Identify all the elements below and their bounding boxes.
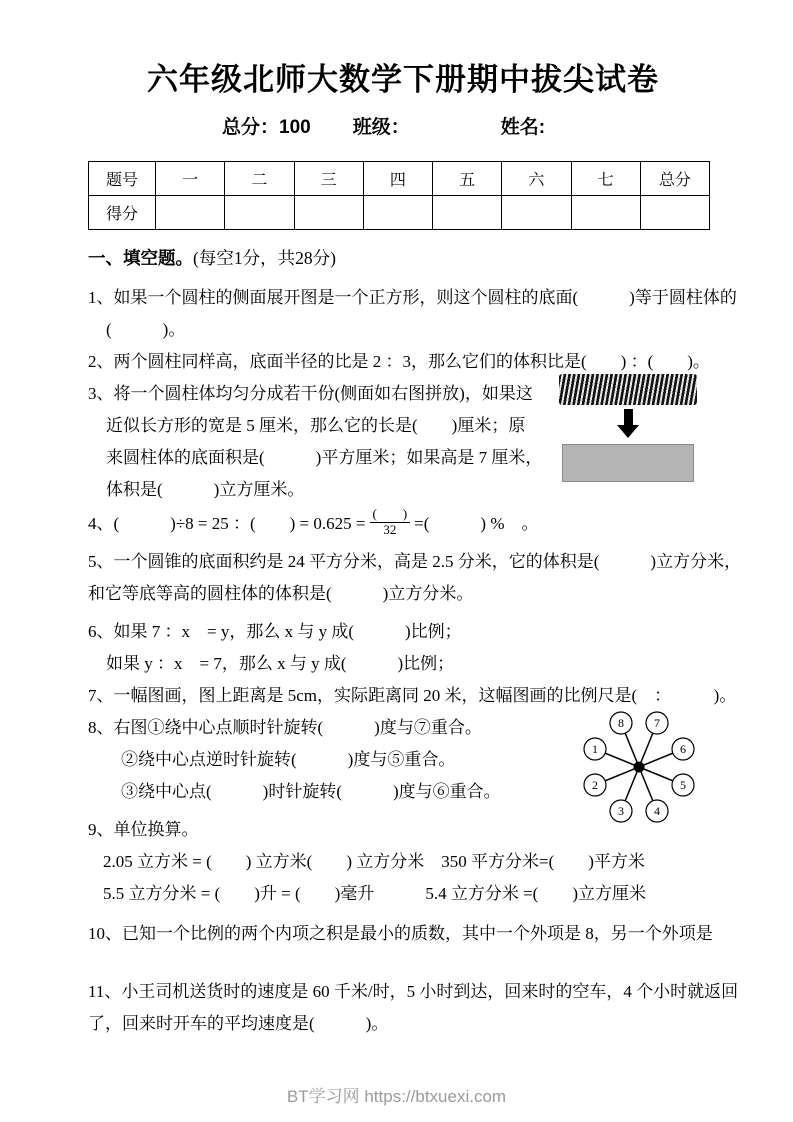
circle-label-7: 7 — [654, 716, 660, 730]
question-6-line-1: 6、如果 7 ：x = y，那么 x 与 y 成( )比例； — [88, 622, 462, 642]
question-1 — [88, 282, 737, 346]
question-3-line-3: 来圆柱体的底面积是( )平方厘米；如果高是 7 厘米， — [106, 448, 543, 467]
cylinder-figure — [558, 374, 698, 482]
question-3-line-1: 3、将一个圆柱体均匀分成若干份(侧面如右图拼放)，如果这 — [88, 384, 533, 403]
circle-label-5: 5 — [680, 778, 686, 792]
question-11-line-2: 了，回来时开车的平均速度是( )。 — [88, 1014, 389, 1034]
question-4-before-fraction: 4、( )÷8 = 25 ：( ) = 0.625 = — [88, 514, 366, 533]
down-arrow-shaft — [624, 409, 633, 425]
question-9-line-1: 9、单位换算。 — [88, 820, 199, 840]
question-2-line-1: 2、两个圆柱同样高，底面半径的比是 2 ：3，那么它们的体积比是( ) ：( )。 — [88, 352, 710, 371]
class-label: 班级： — [352, 117, 410, 138]
question-8-line-1: 8、右图①绕中心点顺时针旋转( )度与⑦重合。 — [88, 718, 482, 738]
score-table-col-7: 七 — [571, 162, 640, 196]
question-8-line-2: ②绕中心点逆时针旋转( )度与⑤重合。 — [121, 750, 456, 770]
score-table-col-5: 五 — [433, 162, 502, 196]
fraction — [370, 507, 411, 537]
footer-watermark: BT学习网 https://btxuexi.com — [286, 1087, 507, 1106]
question-5-line-1: 5、一个圆锥的底面积约是 24 平方分米，高是 2.5 分米，它的体积是( )立方分米， — [88, 552, 742, 572]
question-9-line-2: 2.05 立方米 = ( ) 立方米( ) 立方分米 350 平方分米=( )平方米 — [103, 852, 645, 872]
info-line — [88, 114, 718, 141]
fraction-numerator: ( ) — [370, 507, 411, 523]
question-4-line-1 — [88, 508, 718, 540]
question-11 — [88, 976, 739, 1040]
question-6 — [88, 616, 718, 680]
score-table-score-row — [89, 196, 710, 230]
question-1-line-2: ( )。 — [106, 320, 186, 339]
score-table-col-1: 一 — [156, 162, 225, 196]
score-table-col-total: 总分 — [640, 162, 709, 196]
score-cell — [433, 196, 502, 230]
score-cell — [502, 196, 571, 230]
circle-label-6: 6 — [680, 742, 686, 756]
question-11-line-1: 11、小王司机送货时的速度是 60 千米/时，5 小时到达，回来时的空车，4 个小时就返回 — [88, 982, 739, 1002]
question-6-line-2: 如果 y ：x = 7，那么 x 与 y 成( )比例； — [106, 654, 455, 674]
coil-strip-image — [559, 374, 697, 405]
score-table-header-row — [89, 162, 710, 196]
circle-label-8: 8 — [618, 716, 624, 730]
question-8-line-3: ③绕中心点( )时针旋转( )度与⑥重合。 — [121, 782, 501, 802]
section-1-heading — [88, 242, 718, 274]
score-table-col-3: 三 — [294, 162, 363, 196]
rectangle-shape — [562, 444, 694, 482]
fraction-denominator: 32 — [383, 522, 397, 538]
section-1-title: 一、填空题。 — [88, 248, 193, 268]
question-9-line-3: 5.5 立方分米 = ( )升 = ( )毫升 5.4 立方分米 =( )立方厘米 — [103, 884, 646, 904]
question-1-line-1: 1、如果一个圆柱的侧面展开图是一个正方形，则这个圆柱的底面( )等于圆柱体的 — [88, 288, 737, 307]
circle-label-3: 3 — [618, 804, 624, 818]
question-3-line-2: 近似长方形的宽是 5 厘米，那么它的长是( )厘米；原 — [106, 416, 526, 435]
question-10 — [88, 918, 718, 950]
score-cell — [225, 196, 294, 230]
question-10-line-1: 10、已知一个比例的两个内项之积是最小的质数，其中一个外项是 8，另一个外项是 — [88, 924, 713, 944]
down-arrow-icon — [558, 409, 698, 438]
score-table-col-2: 二 — [225, 162, 294, 196]
question-3-line-4: 体积是( )立方厘米。 — [106, 480, 305, 499]
score-table — [88, 161, 710, 230]
score-cell — [294, 196, 363, 230]
question-7-line-1: 7、一幅图画，图上距离是 5cm，实际距离同 20 米，这幅图画的比例尺是( ： )。 — [88, 686, 737, 706]
section-1-note: (每空1分，共28分) — [193, 248, 336, 268]
name-label: 姓名: — [500, 117, 546, 138]
center-dot — [634, 762, 645, 773]
question-4-after-fraction: =( ) % 。 — [414, 514, 539, 533]
score-cell — [156, 196, 225, 230]
score-table-corner-label: 题号 — [89, 162, 156, 196]
score-row-label: 得分 — [89, 196, 156, 230]
circle-label-2: 2 — [592, 778, 598, 792]
score-cell — [571, 196, 640, 230]
page-title: 六年级北师大数学下册期中拔尖试卷 — [147, 62, 659, 97]
score-table-col-4: 四 — [363, 162, 432, 196]
question-4 — [88, 508, 718, 540]
total-score-label: 总分：100 — [222, 117, 311, 138]
score-cell — [640, 196, 709, 230]
rotation-figure — [573, 701, 705, 835]
down-arrow-head — [617, 425, 639, 438]
question-5 — [88, 546, 742, 610]
circle-label-4: 4 — [654, 804, 660, 818]
score-table-col-6: 六 — [502, 162, 571, 196]
question-5-line-2: 和它等底等高的圆柱体的体积是( )立方分米。 — [88, 584, 474, 604]
score-cell — [363, 196, 432, 230]
circle-label-1: 1 — [592, 742, 598, 756]
